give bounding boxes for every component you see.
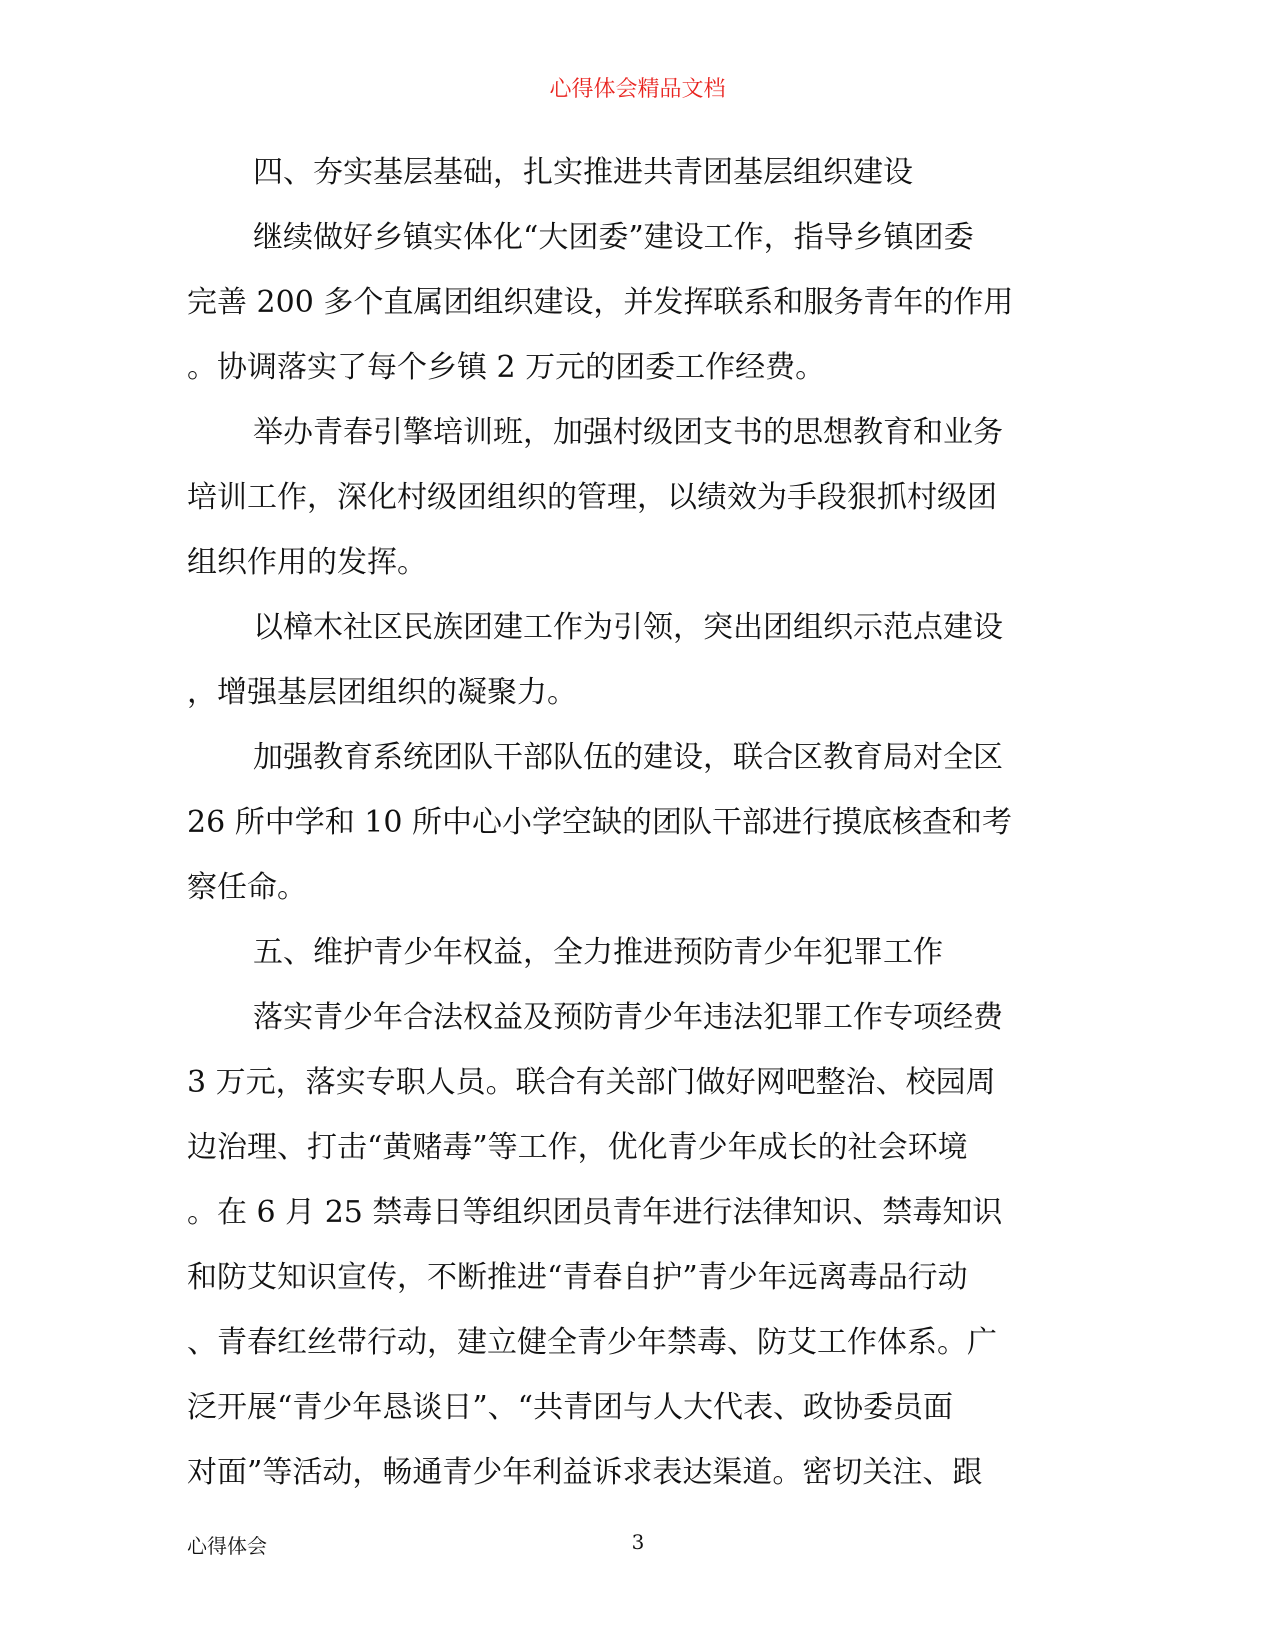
section-heading: 五、维护青少年权益，全力推进预防青少年犯罪工作 — [253, 935, 943, 970]
paragraph-line: 察任命。 — [187, 870, 307, 905]
document-header-title: 心得体会精品文档 — [549, 77, 726, 102]
paragraph-line: 组织作用的发挥。 — [187, 545, 427, 580]
paragraph-line: 。在 6 月 25 禁毒日等组织团员青年进行法律知识、禁毒知识 — [187, 1195, 1003, 1230]
paragraph-line: 3 万元，落实专职人员。联合有关部门做好网吧整治、校园周 — [187, 1065, 996, 1100]
paragraph-line: 。协调落实了每个乡镇 2 万元的团委工作经费。 — [187, 350, 826, 385]
paragraph-line: 、青春红丝带行动，建立健全青少年禁毒、防艾工作体系。广 — [187, 1325, 997, 1360]
document-body — [187, 140, 1092, 1505]
paragraph-line: 举办青春引擎培训班，加强村级团支书的思想教育和业务 — [253, 415, 1003, 450]
paragraph-line: 加强教育系统团队干部队伍的建设，联合区教育局对全区 — [253, 740, 1003, 775]
section-heading: 四、夯实基层基础，扎实推进共青团基层组织建设 — [253, 155, 913, 190]
paragraph-line: 继续做好乡镇实体化“大团委”建设工作，指导乡镇团委 — [253, 220, 974, 255]
paragraph-line: 和防艾知识宣传，不断推进“青春自护”青少年远离毒品行动 — [187, 1260, 968, 1295]
paragraph-line: 落实青少年合法权益及预防青少年违法犯罪工作专项经费 — [253, 1000, 1003, 1035]
page-number: 3 — [631, 1530, 645, 1554]
paragraph-line: 完善 200 多个直属团组织建设，并发挥联系和服务青年的作用 — [187, 285, 1014, 320]
paragraph-line: 边治理、打击“黄赌毒”等工作，优化青少年成长的社会环境 — [187, 1130, 968, 1165]
paragraph-line: 泛开展“青少年恳谈日”、“共青团与人大代表、政协委员面 — [187, 1390, 954, 1425]
paragraph-line: 26 所中学和 10 所中心小学空缺的团队干部进行摸底核查和考 — [187, 805, 1012, 840]
paragraph-line: 对面”等活动，畅通青少年利益诉求表达渠道。密切关注、跟 — [187, 1455, 983, 1490]
paragraph-line: 培训工作，深化村级团组织的管理，以绩效为手段狠抓村级团 — [187, 480, 997, 515]
paragraph-line: ，增强基层团组织的凝聚力。 — [187, 675, 577, 710]
paragraph-line: 以樟木社区民族团建工作为引领，突出团组织示范点建设 — [253, 610, 1003, 645]
footer-label: 心得体会 — [187, 1534, 267, 1558]
